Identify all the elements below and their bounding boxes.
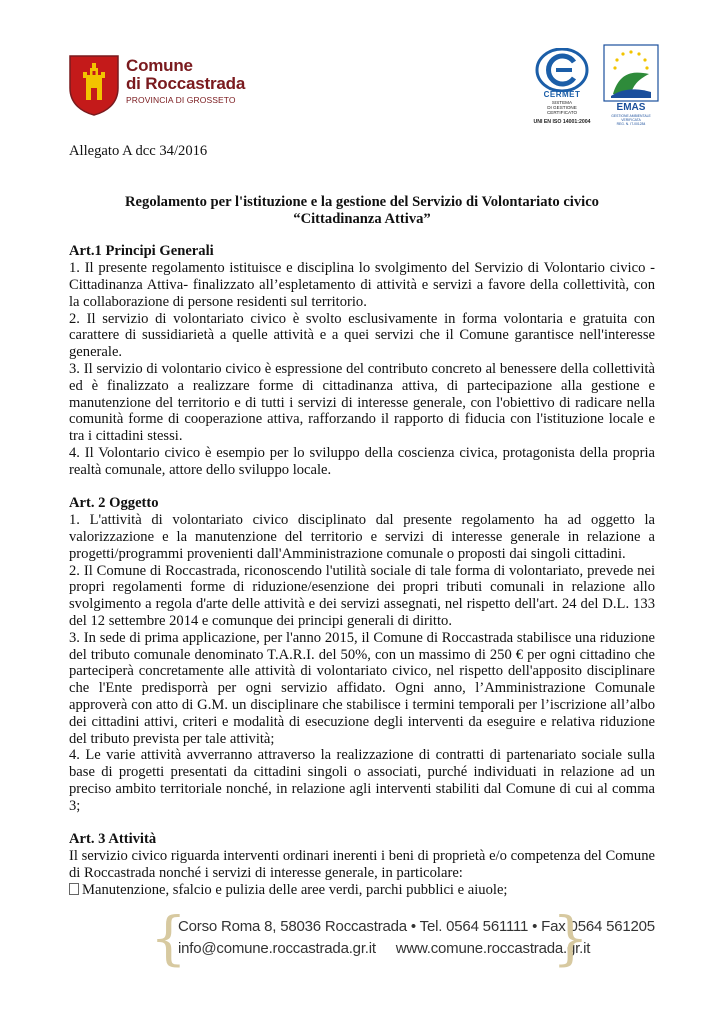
footer-contacts: info@comune.roccastrada.gr.it www.comune.roccastrada.gr.it [178, 940, 591, 957]
letterhead [0, 0, 724, 140]
left-brace-icon: { [150, 904, 187, 972]
article-1-heading: Art.1 Principi Generali [69, 243, 214, 260]
article-2-paragraph-4: 4. Le varie attività avverranno attraverso la realizzazione di contratti di partenariato sociale sulla base di progetti presentati da cittadini singoli o associati, purché individuati in relazione ad un preciso ambito territoriale nonché, in relazione agli interventi stabiliti dal Comune di cui al comma 3; [69, 747, 655, 814]
article-1-paragraph-3: 3. Il servizio di volontario civico è espressione del contributo concreto al benessere della collettività ed è finalizzato a realizzare forme di cittadinanza attiva, di partecipazione alla gestione e manutenzione del territorio e di tutti i servizi di interesse generale, con l'obiettivo di radicare nella comunità forme di cooperazione attiva, rafforzando il rapporto di fiducia con l'istituzione locale e tra i cittadini stessi. [69, 360, 655, 445]
list-item-text: Manutenzione, sfalcio e pulizia delle aree verdi, parchi pubblici e aiuole; [82, 881, 508, 898]
municipality-logotype [126, 57, 245, 106]
cermet-name: CERMET [543, 90, 581, 99]
section-gap [69, 479, 655, 496]
document-title-line1: Regolamento per l'istituzione e la gestione del Servizio di Volontariato civico [125, 193, 599, 210]
article-1-paragraph-4: 4. Il Volontario civico è esempio per lo sviluppo della coscienza civica, protagonista della propria realtà comunale, attore dello sviluppo locale. [69, 444, 655, 478]
org-province: PROVINCIA DI GROSSETO [126, 95, 236, 105]
article-2-heading: Art. 2 Oggetto [69, 495, 159, 512]
footer-address: Corso Roma 8, 58036 Roccastrada • Tel. 0564 561111 • Fax 0564 561205 [178, 918, 655, 935]
org-name-line2: di Roccastrada [126, 74, 246, 93]
bullet-glyph-icon [69, 883, 79, 895]
cermet-subtitle: SISTEMA DI GESTIONE CERTIFICATO [546, 100, 578, 116]
list-item [69, 882, 655, 899]
letterhead-footer [150, 904, 655, 972]
emas-name: EMAS [616, 102, 646, 113]
org-name-line1: Comune [126, 56, 193, 75]
cermet-standard: UNI EN ISO 14001:2004 [533, 119, 591, 125]
article-2-paragraph-3: 3. In sede di prima applicazione, per l'anno 2015, il Comune di Roccastrada stabilisce una riduzione del tributo comunale denominato T.A.R.I. del 50%, con un massimo di 250 € per ogni cittadino che parteciperà concretamente alle attività di volontariato civico, nel rispetto dell'apposito disciplinare che l'Ente predisporrà per ogni servizio affidato. Ogni anno, l’Amministrazione Comunale approverà con atto di G.M. un disciplinare che stabilisce i termini temporali per l’iscrizione all’albo dei cittadini attivi, criteri e modalità di esecuzione degli interventi da eseguire e relativa riduzione del tributo prevista per tale attività; [69, 629, 655, 747]
attachment-reference: Allegato A dcc 34/2016 [69, 143, 208, 159]
article-2-paragraph-1: 1. L'attività di volontariato civico disciplinato dal presente regolamento ha ad oggetto la valorizzazione e la manutenzione del territorio e servizi di interesse generale in relazione a progetti/programmi provenienti dall'Amministrazione comunale o proposti dai singoli cittadini. [69, 512, 655, 562]
emas-certification-badge [603, 44, 659, 128]
right-brace-icon: } [552, 904, 589, 972]
document-title [69, 194, 655, 228]
cermet-logo-icon [526, 48, 598, 92]
document-title-line2: “Cittadinanza Attiva” [293, 210, 431, 227]
cermet-certification-badge [526, 48, 598, 128]
article-2-paragraph-2: 2. Il Comune di Roccastrada, riconoscendo l'utilità sociale di tale forma di volontariato, prevede nei propri regolamenti forme di riduzione/esenzione dei propri tributi comunali in relazione allo svolgimento a regola d'arte delle attività e dei servizi assegnati, nel rispetto dell'art. 24 del D.L. 133 del 12 settembre 2014 e comunque dei principi generali di diritto. [69, 562, 655, 629]
document-body [69, 143, 655, 898]
section-gap [69, 814, 655, 831]
article-3-paragraph-1: Il servizio civico riguarda interventi ordinari inerenti i beni di proprietà e/o competenza del Comune di Roccastrada nonché i servizi di interesse generale, in particolare: [69, 848, 655, 881]
emas-subtitle: GESTIONE AMBIENTALE VERIFICATA REG. N. IT-001284 [611, 114, 651, 126]
article-3-heading: Art. 3 Attività [69, 831, 157, 848]
article-1-paragraph-1: 1. Il presente regolamento istituisce e disciplina lo svolgimento del Servizio di Volontario civico - Cittadinanza Attiva- finalizzato all’espletamento di attività e servizi a favore della collettività, con la collaborazione di persone residenti sul territorio. [69, 260, 655, 310]
coat-of-arms-icon [68, 54, 120, 116]
article-1-paragraph-2: 2. Il servizio di volontariato civico è svolto esclusivamente in forma volontaria e gratuita con carattere di sussidiarietà a quelle attività e a quei servizi che il Comune garantisce nell'interesse generale. [69, 310, 655, 361]
emas-logo-icon [603, 44, 659, 102]
